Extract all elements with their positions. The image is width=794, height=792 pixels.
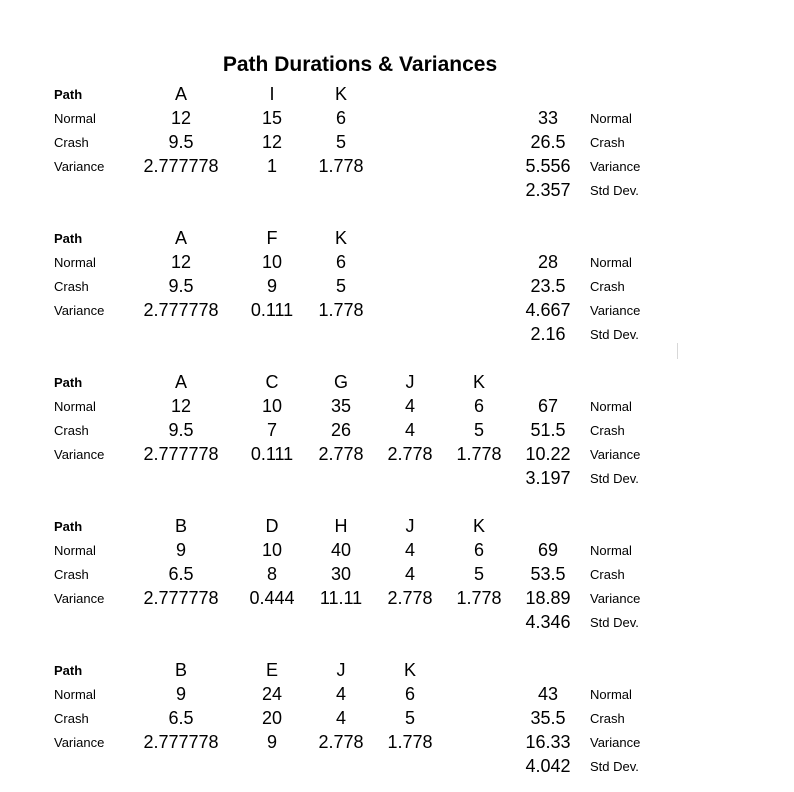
activity-normal-value: 4 <box>404 540 415 560</box>
row-label-crash: Crash <box>54 423 89 438</box>
activity-crash-value: 9 <box>266 276 277 296</box>
activity-header: F <box>266 228 278 248</box>
total-crash-value: 26.5 <box>530 132 566 152</box>
row-label-normal: Normal <box>54 255 96 270</box>
row-label-path: Path <box>54 375 83 390</box>
total-normal-value: 28 <box>537 252 559 272</box>
cell-border-mark <box>677 343 678 359</box>
row-label-path: Path <box>54 519 83 534</box>
activity-crash-value: 6.5 <box>168 564 194 584</box>
path-block <box>0 515 794 645</box>
total-std-dev-value: 4.346 <box>525 612 571 632</box>
total-variance-value: 16.33 <box>525 732 571 752</box>
activity-variance-value: 2.778 <box>387 588 433 608</box>
total-label-normal: Normal <box>590 111 632 126</box>
activity-variance-value: 2.778 <box>387 444 433 464</box>
activity-crash-value: 8 <box>266 564 277 584</box>
path-block <box>0 659 794 789</box>
activity-header: J <box>405 372 415 392</box>
total-label-crash: Crash <box>590 423 625 438</box>
activity-variance-value: 9 <box>266 732 277 752</box>
activity-header: E <box>265 660 278 680</box>
page-title: Path Durations & Variances <box>222 53 498 76</box>
total-std-dev-value: 3.197 <box>525 468 571 488</box>
activity-header: K <box>403 660 416 680</box>
activity-header: D <box>265 516 279 536</box>
activity-crash-value: 30 <box>330 564 352 584</box>
activity-header: K <box>472 516 485 536</box>
activity-variance-value: 2.777778 <box>143 588 219 608</box>
activity-variance-value: 1 <box>266 156 277 176</box>
activity-normal-value: 40 <box>330 540 352 560</box>
total-label-variance: Variance <box>590 159 641 174</box>
total-crash-value: 51.5 <box>530 420 566 440</box>
row-label-normal: Normal <box>54 543 96 558</box>
activity-normal-value: 9 <box>175 684 186 704</box>
activity-crash-value: 9.5 <box>168 132 194 152</box>
row-label-crash: Crash <box>54 567 89 582</box>
total-label-crash: Crash <box>590 711 625 726</box>
path-block <box>0 371 794 501</box>
activity-header: C <box>265 372 279 392</box>
activity-crash-value: 5 <box>335 132 346 152</box>
activity-normal-value: 4 <box>335 684 346 704</box>
total-label-variance: Variance <box>590 447 641 462</box>
total-label-normal: Normal <box>590 399 632 414</box>
total-label-crash: Crash <box>590 279 625 294</box>
activity-crash-value: 6.5 <box>168 708 194 728</box>
activity-variance-value: 0.111 <box>250 444 294 464</box>
total-crash-value: 35.5 <box>530 708 566 728</box>
total-std-dev-value: 4.042 <box>525 756 571 776</box>
total-variance-value: 4.667 <box>525 300 571 320</box>
activity-variance-value: 2.777778 <box>143 156 219 176</box>
activity-variance-value: 1.778 <box>387 732 433 752</box>
row-label-crash: Crash <box>54 711 89 726</box>
activity-crash-value: 9.5 <box>168 276 194 296</box>
activity-normal-value: 12 <box>170 252 192 272</box>
activity-variance-value: 2.778 <box>318 732 364 752</box>
activity-variance-value: 1.778 <box>456 588 502 608</box>
total-variance-value: 10.22 <box>525 444 571 464</box>
row-label-variance: Variance <box>54 591 105 606</box>
row-label-path: Path <box>54 663 83 678</box>
row-label-variance: Variance <box>54 303 105 318</box>
activity-header: A <box>174 228 187 248</box>
row-label-normal: Normal <box>54 399 96 414</box>
activity-header: K <box>472 372 485 392</box>
activity-normal-value: 24 <box>261 684 283 704</box>
activity-normal-value: 6 <box>473 540 484 560</box>
activity-normal-value: 6 <box>335 108 346 128</box>
activity-variance-value: 0.111 <box>250 300 294 320</box>
total-label-variance: Variance <box>590 303 641 318</box>
activity-crash-value: 9.5 <box>168 420 194 440</box>
activity-header: K <box>334 84 347 104</box>
total-label-normal: Normal <box>590 687 632 702</box>
row-label-crash: Crash <box>54 279 89 294</box>
activity-variance-value: 2.777778 <box>143 300 219 320</box>
total-label-normal: Normal <box>590 543 632 558</box>
total-normal-value: 33 <box>537 108 559 128</box>
activity-variance-value: 11.11 <box>319 588 363 608</box>
total-label-crash: Crash <box>590 567 625 582</box>
row-label-variance: Variance <box>54 735 105 750</box>
activity-header: J <box>405 516 415 536</box>
activity-normal-value: 12 <box>170 108 192 128</box>
total-std-dev-value: 2.357 <box>525 180 571 200</box>
row-label-normal: Normal <box>54 687 96 702</box>
path-block <box>0 227 794 357</box>
row-label-variance: Variance <box>54 159 105 174</box>
total-variance-value: 18.89 <box>525 588 571 608</box>
total-normal-value: 69 <box>537 540 559 560</box>
total-label-std-dev: Std Dev. <box>590 471 639 486</box>
activity-header: H <box>334 516 348 536</box>
activity-variance-value: 1.778 <box>318 300 364 320</box>
activity-header: B <box>174 660 187 680</box>
activity-variance-value: 1.778 <box>456 444 502 464</box>
activity-crash-value: 5 <box>404 708 415 728</box>
activity-header: A <box>174 84 187 104</box>
activity-header: K <box>334 228 347 248</box>
total-label-std-dev: Std Dev. <box>590 615 639 630</box>
activity-crash-value: 4 <box>335 708 346 728</box>
activity-variance-value: 2.777778 <box>143 444 219 464</box>
total-std-dev-value: 2.16 <box>530 324 566 344</box>
activity-header: B <box>174 516 187 536</box>
total-label-std-dev: Std Dev. <box>590 759 639 774</box>
activity-variance-value: 0.444 <box>249 588 295 608</box>
activity-normal-value: 12 <box>170 396 192 416</box>
total-crash-value: 53.5 <box>530 564 566 584</box>
activity-normal-value: 6 <box>335 252 346 272</box>
row-label-variance: Variance <box>54 447 105 462</box>
total-label-std-dev: Std Dev. <box>590 327 639 342</box>
total-crash-value: 23.5 <box>530 276 566 296</box>
row-label-crash: Crash <box>54 135 89 150</box>
activity-crash-value: 5 <box>473 420 484 440</box>
row-label-normal: Normal <box>54 111 96 126</box>
activity-crash-value: 4 <box>404 564 415 584</box>
activity-header: G <box>333 372 348 392</box>
activity-header: J <box>336 660 346 680</box>
activity-header: A <box>174 372 187 392</box>
activity-crash-value: 4 <box>404 420 415 440</box>
activity-normal-value: 35 <box>330 396 352 416</box>
total-label-crash: Crash <box>590 135 625 150</box>
activity-variance-value: 2.777778 <box>143 732 219 752</box>
activity-normal-value: 10 <box>261 396 283 416</box>
activity-normal-value: 10 <box>261 540 283 560</box>
total-normal-value: 67 <box>537 396 559 416</box>
activity-crash-value: 7 <box>266 420 277 440</box>
activity-crash-value: 5 <box>335 276 346 296</box>
activity-crash-value: 26 <box>330 420 352 440</box>
activity-variance-value: 1.778 <box>318 156 364 176</box>
activity-crash-value: 12 <box>261 132 283 152</box>
activity-variance-value: 2.778 <box>318 444 364 464</box>
total-label-variance: Variance <box>590 735 641 750</box>
activity-crash-value: 5 <box>473 564 484 584</box>
activity-normal-value: 9 <box>175 540 186 560</box>
row-label-path: Path <box>54 87 83 102</box>
activity-crash-value: 20 <box>261 708 283 728</box>
activity-normal-value: 4 <box>404 396 415 416</box>
activity-normal-value: 6 <box>473 396 484 416</box>
path-block <box>0 83 794 213</box>
activity-normal-value: 15 <box>261 108 283 128</box>
activity-normal-value: 6 <box>404 684 415 704</box>
activity-normal-value: 10 <box>261 252 283 272</box>
row-label-path: Path <box>54 231 83 246</box>
total-label-variance: Variance <box>590 591 641 606</box>
total-label-normal: Normal <box>590 255 632 270</box>
total-variance-value: 5.556 <box>525 156 571 176</box>
total-normal-value: 43 <box>537 684 559 704</box>
total-label-std-dev: Std Dev. <box>590 183 639 198</box>
activity-header: I <box>269 84 275 104</box>
